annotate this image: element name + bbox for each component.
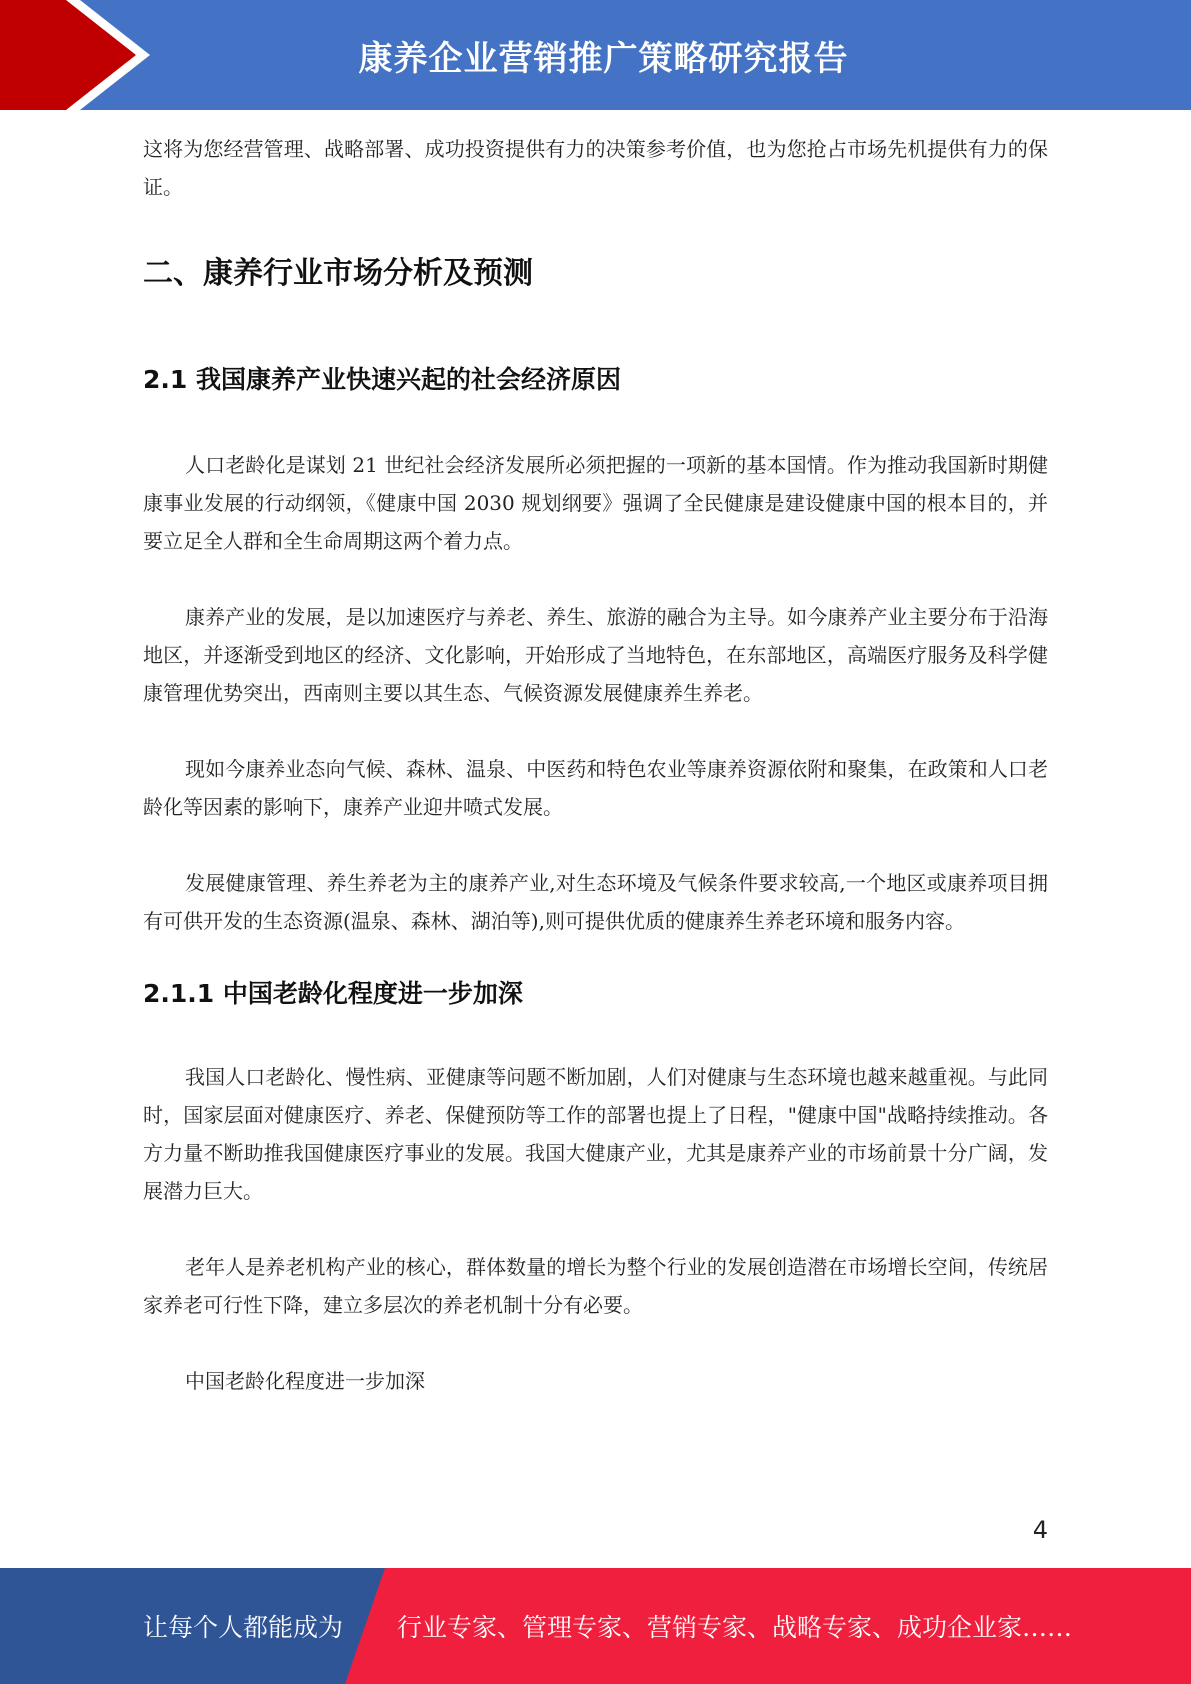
page-header-band [0,0,1191,110]
subsection-heading: 2.1 我国康养产业快速兴起的社会经济原因 [143,365,621,394]
body-paragraph: 发展健康管理、养生养老为主的康养产业,对生态环境及气候条件要求较高,一个地区或康养项目拥有可供开发的生态资源(温泉、森林、湖泊等),则可提供优质的健康养生养老环境和服务内容。 [143,871,1048,933]
page-content [143,130,1048,1400]
body-paragraph: 康养产业的发展，是以加速医疗与养老、养生、旅游的融合为主导。如今康养产业主要分布于沿海地区，并逐渐受到地区的经济、文化影响，开始形成了当地特色，在东部地区，高端医疗服务及科学健康管理优势突出，西南则主要以其生态、气候资源发展健康养生养老。 [143,605,1048,705]
figure-caption: 中国老龄化程度进一步加深 [185,1369,425,1393]
report-title: 康养企业营销推广策略研究报告 [358,38,849,79]
footer-slogan-left: 让每个人都能成为 [143,1613,344,1642]
intro-paragraph: 这将为您经营管理、战略部署、成功投资提供有力的决策参考价值，也为您抢占市场先机提供有力的保证。 [143,137,1048,199]
body-paragraph: 老年人是养老机构产业的核心，群体数量的增长为整个行业的发展创造潜在市场增长空间，传统居家养老可行性下降，建立多层次的养老机制十分有必要。 [143,1255,1048,1317]
subsubsection-heading: 2.1.1 中国老龄化程度进一步加深 [143,979,523,1008]
footer-slogan-right: 行业专家、管理专家、营销专家、战略专家、成功企业家…… [397,1613,1073,1642]
page-footer-band [0,1568,1191,1684]
body-paragraph: 人口老龄化是谋划 21 世纪社会经济发展所必须把握的一项新的基本国情。作为推动我国新时期健康事业发展的行动纲领，《健康中国 2030 规划纲要》强调了全民健康是建设健康中国的根本目的，并要立足全人群和全生命周期这两个着力点。 [143,453,1048,553]
page-number: 4 [1032,1516,1048,1544]
body-paragraph: 我国人口老龄化、慢性病、亚健康等问题不断加剧，人们对健康与生态环境也越来越重视。与此同时，国家层面对健康医疗、养老、保健预防等工作的部署也提上了日程，"健康中国"战略持续推动。各方力量不断助推我国健康医疗事业的发展。我国大健康产业，尤其是康养产业的市场前景十分广阔，发展潜力巨大。 [143,1065,1048,1203]
body-paragraph: 现如今康养业态向气候、森林、温泉、中医药和特色农业等康养资源依附和聚集，在政策和人口老龄化等因素的影响下，康养产业迎井喷式发展。 [143,757,1048,819]
section-heading: 二、康养行业市场分析及预测 [143,256,533,291]
